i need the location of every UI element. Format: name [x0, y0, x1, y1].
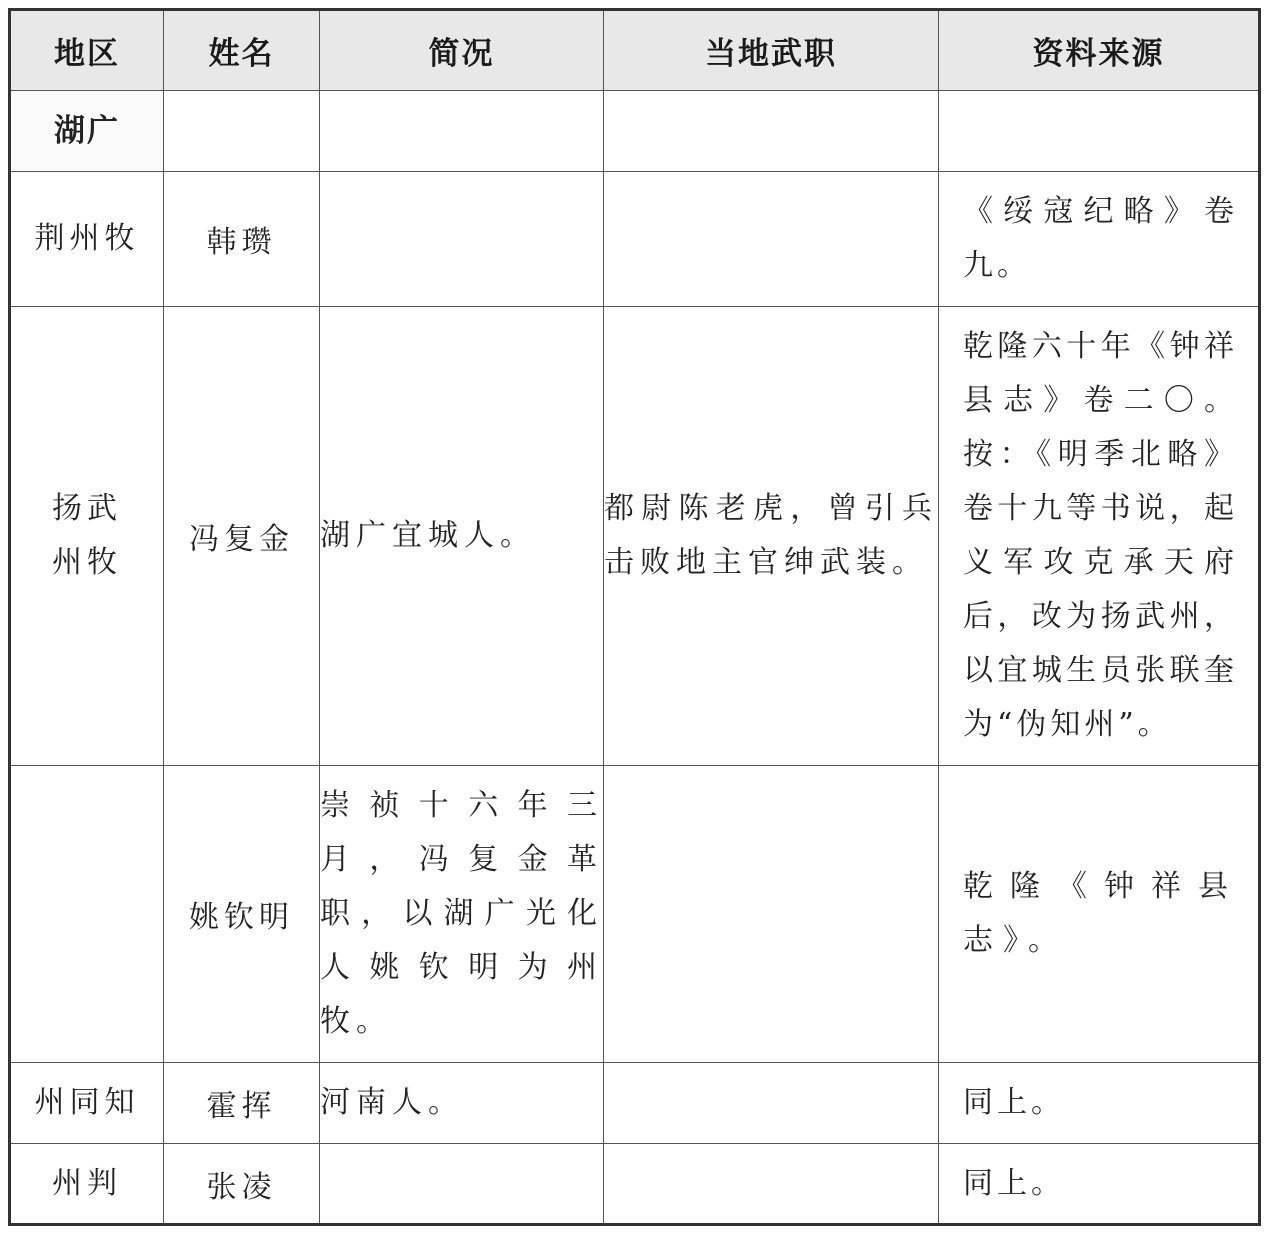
- cell-name: 韩瓒: [164, 172, 320, 307]
- cell-region: 荆州牧: [10, 172, 164, 307]
- empty-cell: [164, 91, 320, 172]
- cell-military-post: 都尉陈老虎，曾引兵击败地主官绅武装。: [604, 307, 939, 766]
- header-row: [10, 10, 1260, 91]
- cell-name: 姚钦明: [164, 766, 320, 1063]
- cell-summary: 崇祯十六年三月，冯复金革职，以湖广光化人姚钦明为州牧。: [320, 766, 604, 1063]
- cell-source: 《绥寇纪略》卷九。: [939, 172, 1260, 307]
- cell-summary: 河南人。: [320, 1063, 604, 1144]
- cell-source: 同上。: [939, 1144, 1260, 1225]
- cell-summary: [320, 172, 604, 307]
- cell-region: 扬武州牧: [10, 307, 164, 766]
- table-row: [10, 766, 1260, 1063]
- empty-cell: [604, 91, 939, 172]
- cell-summary: [320, 1144, 604, 1225]
- header-region: 地区: [10, 10, 164, 91]
- table-row: [10, 172, 1260, 307]
- cell-military-post: [604, 1063, 939, 1144]
- empty-cell: [939, 91, 1260, 172]
- header-summary: 简况: [320, 10, 604, 91]
- group-label: 湖广: [10, 91, 164, 172]
- cell-military-post: [604, 1144, 939, 1225]
- cell-source: 乾隆六十年《钟祥县志》卷二〇。按：《明季北略》卷十九等书说，起义军攻克承天府后，改为扬武州，以宜城生员张联奎为“伪知州”。: [939, 307, 1260, 766]
- cell-name: 霍挥: [164, 1063, 320, 1144]
- group-row: [10, 91, 1260, 172]
- table-row: [10, 1063, 1260, 1144]
- officials-table: [8, 8, 1261, 1226]
- cell-summary: 湖广宜城人。: [320, 307, 604, 766]
- cell-name: 张凌: [164, 1144, 320, 1225]
- table-row: [10, 307, 1260, 766]
- cell-region: 州判: [10, 1144, 164, 1225]
- cell-source: 同上。: [939, 1063, 1260, 1144]
- cell-military-post: [604, 172, 939, 307]
- header-name: 姓名: [164, 10, 320, 91]
- header-source: 资料来源: [939, 10, 1260, 91]
- cell-region: 州同知: [10, 1063, 164, 1144]
- empty-cell: [320, 91, 604, 172]
- cell-military-post: [604, 766, 939, 1063]
- header-military-post: 当地武职: [604, 10, 939, 91]
- cell-region: [10, 766, 164, 1063]
- table-row: [10, 1144, 1260, 1225]
- cell-name: 冯复金: [164, 307, 320, 766]
- cell-source: 乾隆《钟祥县志》。: [939, 766, 1260, 1063]
